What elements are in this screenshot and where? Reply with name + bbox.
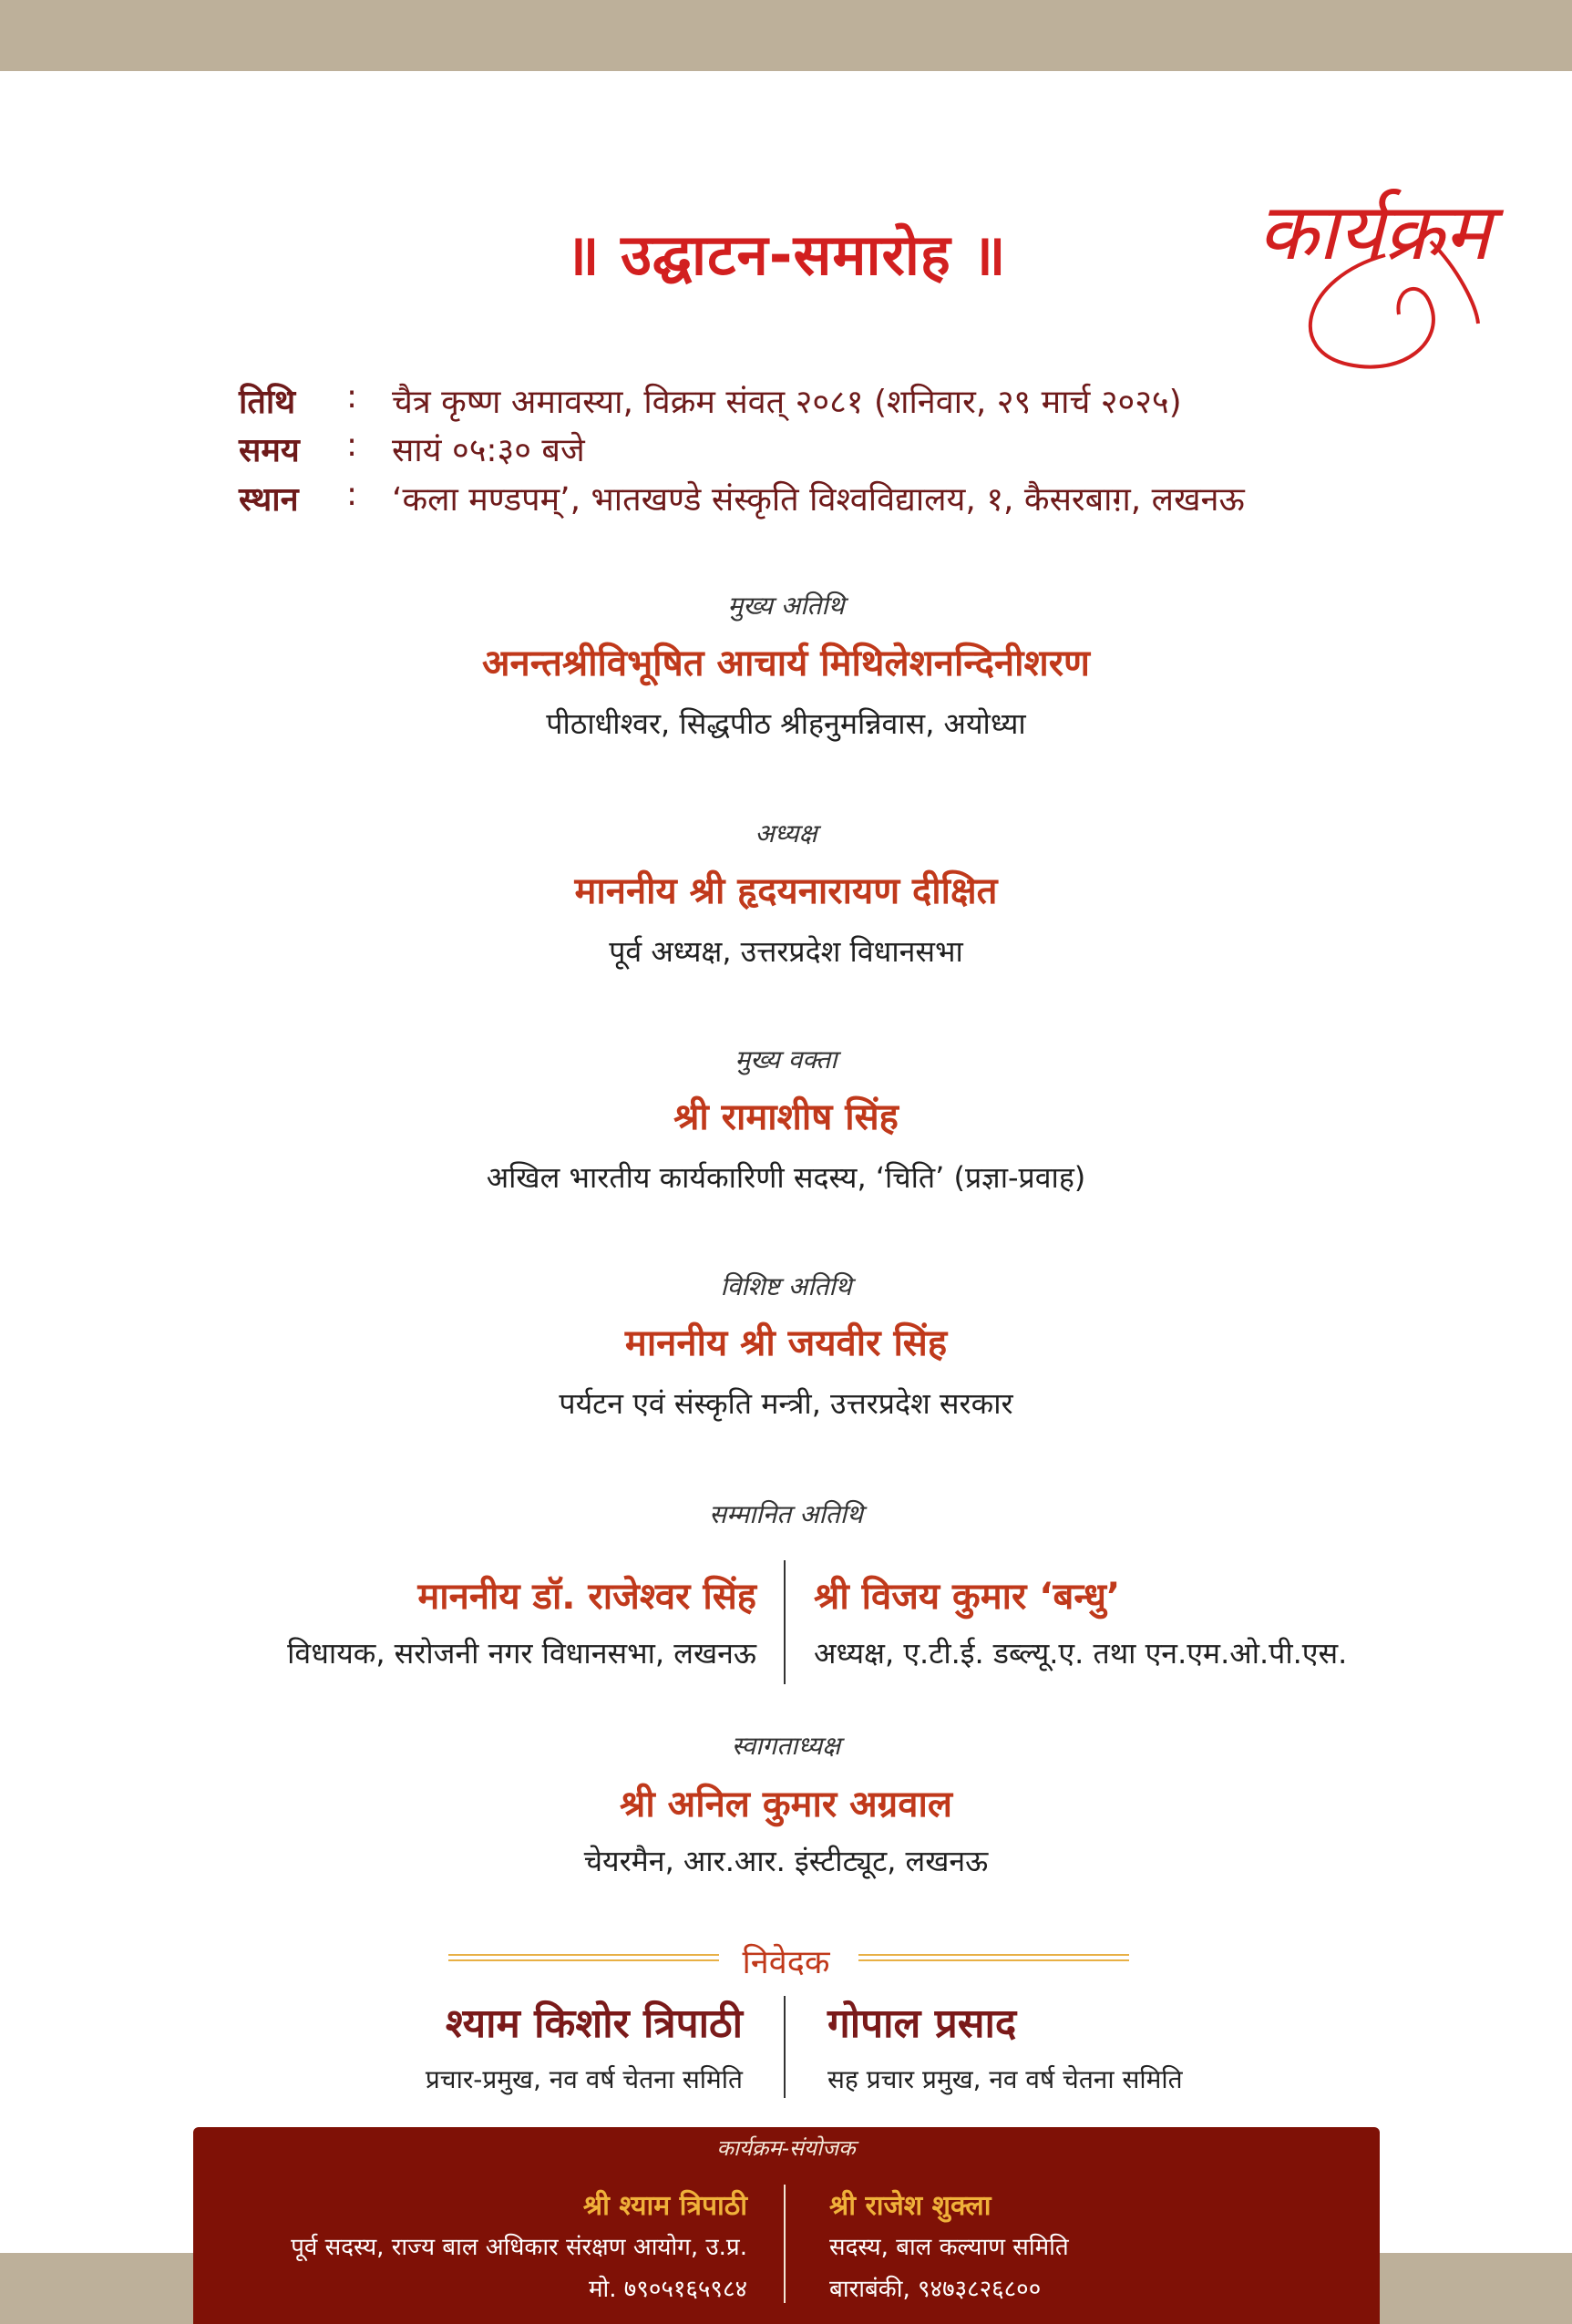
keynote-name: श्री रामाशीष सिंह xyxy=(673,1096,899,1138)
welcome-chair-desc: चेयरमैन, आर.आर. इंस्टीट्यूट, लखनऊ xyxy=(583,1844,989,1878)
nivedak-right-desc: सह प्रचार प्रमुख, नव वर्ष चेतना समिति xyxy=(827,2064,1183,2094)
page-title: ॥ उद्घाटन-समारोह ॥ xyxy=(565,221,1007,288)
president-role: अध्यक्ष xyxy=(755,818,817,848)
coordinator-right-phone: बाराबंकी, ९४७३८२६८०० xyxy=(829,2276,1042,2303)
honoured-guest-left-desc: विधायक, सरोजनी नगर विधानसभा, लखनऊ xyxy=(287,1636,756,1671)
keynote-desc: अखिल भारतीय कार्यकारिणी सदस्य, ‘चिति’ (प्रज्ञा-प्रवाह) xyxy=(486,1160,1086,1195)
president-name: माननीय श्री हृदयनारायण दीक्षित xyxy=(574,870,998,912)
coordinator-left-name: श्री श्याम त्रिपाठी xyxy=(582,2190,747,2222)
special-guest-name: माननीय श्री जयवीर सिंह xyxy=(624,1322,948,1364)
place-colon: : xyxy=(346,476,358,513)
coordinator-title: कार्यक्रम-संयोजक xyxy=(716,2135,856,2161)
date-value: चैत्र कृष्ण अमावस्या, विक्रम संवत् २०८१ (शनिवार, २९ मार्च २०२५) xyxy=(392,384,1182,421)
time-value: सायं ०५:३० बजे xyxy=(392,432,585,469)
coordinator-left-phone: मो. ७९०५१६५९८४ xyxy=(588,2276,747,2303)
date-colon: : xyxy=(346,378,358,416)
top-band xyxy=(0,0,1572,71)
coordinator-left-desc: पूर्व सदस्य, राज्य बाल अधिकार संरक्षण आयोग, उ.प्र. xyxy=(291,2234,747,2261)
time-colon: : xyxy=(346,427,358,464)
date-label: तिथि xyxy=(239,384,296,421)
place-label: स्थान xyxy=(239,481,299,519)
welcome-chair-role: स्वागताध्यक्ष xyxy=(731,1731,841,1761)
president-desc: पूर्व अध्यक्ष, उत्तरप्रदेश विधानसभा xyxy=(609,934,963,969)
keynote-role: मुख्य वक्ता xyxy=(735,1044,837,1075)
chief-guest-desc: पीठाधीश्वर, सिद्धपीठ श्रीहनुमन्निवास, अयोध्या xyxy=(546,706,1026,741)
chief-guest-role: मुख्य अतिथि xyxy=(727,591,845,621)
nivedak-left-desc: प्रचार-प्रमुख, नव वर्ष चेतना समिति xyxy=(425,2064,743,2094)
honoured-guest-left-name: माननीय डॉ. राजेश्वर सिंह xyxy=(417,1576,756,1618)
coordinator-right-desc: सदस्य, बाल कल्याण समिति xyxy=(829,2234,1069,2261)
honoured-guest-right-desc: अध्यक्ष, ए.टी.ई. डब्ल्यू.ए. तथा एन.एम.ओ.पी.एस. xyxy=(814,1636,1348,1671)
honoured-guests-divider xyxy=(784,1560,786,1684)
karyakram-calligraphy-logo xyxy=(1248,169,1495,387)
coordinator-right-name: श्री राजेश शुक्ला xyxy=(829,2190,991,2222)
nivedak-title: निवेदक xyxy=(742,1944,830,1981)
nivedak-divider xyxy=(784,1996,786,2098)
special-guest-role: विशिष्ट अतिथि xyxy=(720,1271,852,1301)
nivedak-left-name: श्याम किशोर त्रिपाठी xyxy=(445,2000,743,2047)
special-guest-desc: पर्यटन एवं संस्कृति मन्त्री, उत्तरप्रदेश सरकार xyxy=(559,1386,1013,1421)
time-label: समय xyxy=(239,432,300,469)
nivedak-right-ornament xyxy=(858,1954,1129,1963)
chief-guest-name: अनन्तश्रीविभूषित आचार्य मिथिलेशनन्दिनीशरण xyxy=(482,643,1090,684)
coordinator-divider xyxy=(784,2185,786,2303)
honoured-guest-right-name: श्री विजय कुमार ‘बन्धु’ xyxy=(814,1576,1121,1618)
nivedak-right-name: गोपाल प्रसाद xyxy=(827,2000,1017,2047)
honoured-guests-role: सम्मानित अतिथि xyxy=(709,1499,863,1529)
welcome-chair-name: श्री अनिल कुमार अग्रवाल xyxy=(620,1784,952,1825)
calligraphy-text: कार्यक्रम xyxy=(1258,187,1491,278)
place-value: ‘कला मण्डपम्’, भातखण्डे संस्कृति विश्वविद्यालय, १, कैसरबाग़, लखनऊ xyxy=(392,481,1245,519)
